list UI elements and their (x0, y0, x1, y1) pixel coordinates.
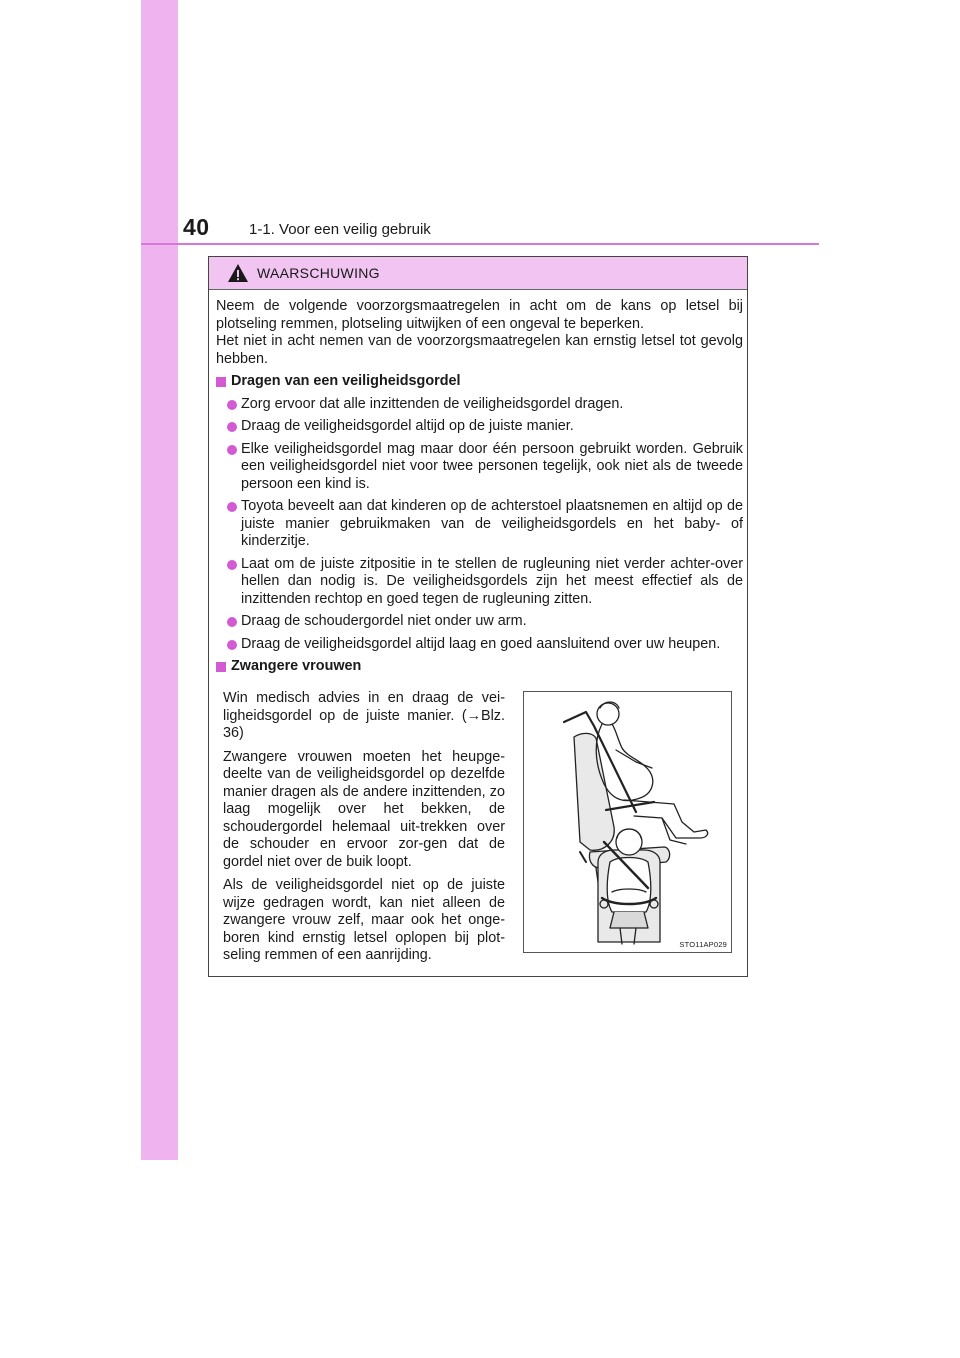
bullet-dot-icon (227, 617, 237, 627)
bullet-dot-icon (227, 445, 237, 455)
warning-box (208, 256, 748, 977)
warning-header (209, 257, 747, 290)
list-item-text: Zorg ervoor dat alle inzittenden de veiligheidsgordel dragen. (241, 395, 624, 412)
bullet-dot-icon (227, 640, 237, 650)
intro-paragraph-2: Het niet in acht nemen van de voorzorgsmaatregelen kan ernstig letsel tot gevolg hebben. (216, 333, 743, 367)
list-item-text: Draag de veiligheidsgordel altijd op de juiste manier. (241, 418, 574, 434)
header-rule (141, 243, 819, 245)
list-item (216, 498, 743, 551)
page-number: 40 (183, 214, 210, 240)
list-item (216, 396, 743, 414)
bullet-dot-icon (227, 560, 237, 570)
section-heading-seatbelt (216, 373, 743, 391)
list-item-text: Toyota beveelt aan dat kinderen op de achterstoel plaatsnemen en altijd op de juiste manier gebruikmaken van de veiligheidsgordels en het baby- of kinderzitje. (241, 498, 743, 549)
list-item-text: Elke veiligheidsgordel mag maar door één persoon gebruikt worden. Gebruik een veiligheidsgordel niet voor twee personen tegelijk, ook niet als de tweede persoon een kind is. (241, 440, 743, 492)
square-bullet-icon (216, 377, 226, 387)
list-item (216, 418, 743, 436)
list-item (216, 613, 743, 631)
pregnant-seatbelt-illustration (523, 691, 732, 953)
bullet-dot-icon (227, 400, 237, 410)
side-tab (141, 0, 178, 1160)
pregnant-text (223, 690, 505, 971)
seatbelt-list (216, 396, 743, 654)
pregnant-paragraph: Win medisch advies in en draag de vei-ligheidsgordel op de juiste manier. (→Blz. 36) (223, 690, 505, 741)
section-heading-pregnant (216, 658, 743, 676)
warning-content (216, 298, 743, 681)
heading-text: Dragen van een veiligheidsgordel (231, 373, 461, 389)
pregnant-paragraph: Als de veiligheidsgordel niet op de juiste wijze gedragen wordt, kan niet alleen de zwangere vrouw zelf, maar ook het onge-boren kind ernstig letsel oplopen bij plot-seling remmen of een aanrijding. (223, 877, 505, 963)
list-item-text: Laat om de juiste zitpositie in te stellen de rugleuning niet verder achter-over hellen dan nodig is. De veiligheidsgordels zijn het meest effectief als de inzittenden rechtop en goed tegen de rugleuning zitten. (241, 555, 743, 607)
list-item (216, 556, 743, 609)
heading-text: Zwangere vrouwen (231, 658, 362, 674)
figure-code: STO11AP029 (679, 940, 727, 949)
list-item-text: Draag de veiligheidsgordel altijd laag en goed aansluitend over uw heupen. (241, 635, 721, 652)
section-title: 1-1. Voor een veilig gebruik (249, 221, 431, 238)
square-bullet-icon (216, 662, 226, 672)
illustration-drawing (524, 692, 731, 952)
warning-title: WAARSCHUWING (257, 265, 380, 281)
list-item (216, 441, 743, 494)
intro-paragraph: Neem de volgende voorzorgsmaatregelen in acht om de kans op letsel bij plotseling remmen, plotseling uitwijken of een ongeval te beperken. (216, 298, 743, 332)
pregnant-paragraph: Zwangere vrouwen moeten het heupge-deelte van de veiligheidsgordel op dezelfde manier dragen als de andere inzittenden, zo laag mogelijk over het bekken, de schoudergordel helemaal uit-trekken over de schouder en ervoor zor-gen dat de gordel niet over de buik loopt. (223, 748, 505, 870)
bullet-dot-icon (227, 502, 237, 512)
list-item-text: Draag de schoudergordel niet onder uw arm. (241, 613, 527, 629)
list-item (216, 636, 743, 654)
warning-triangle-icon (227, 263, 249, 283)
bullet-dot-icon (227, 422, 237, 432)
